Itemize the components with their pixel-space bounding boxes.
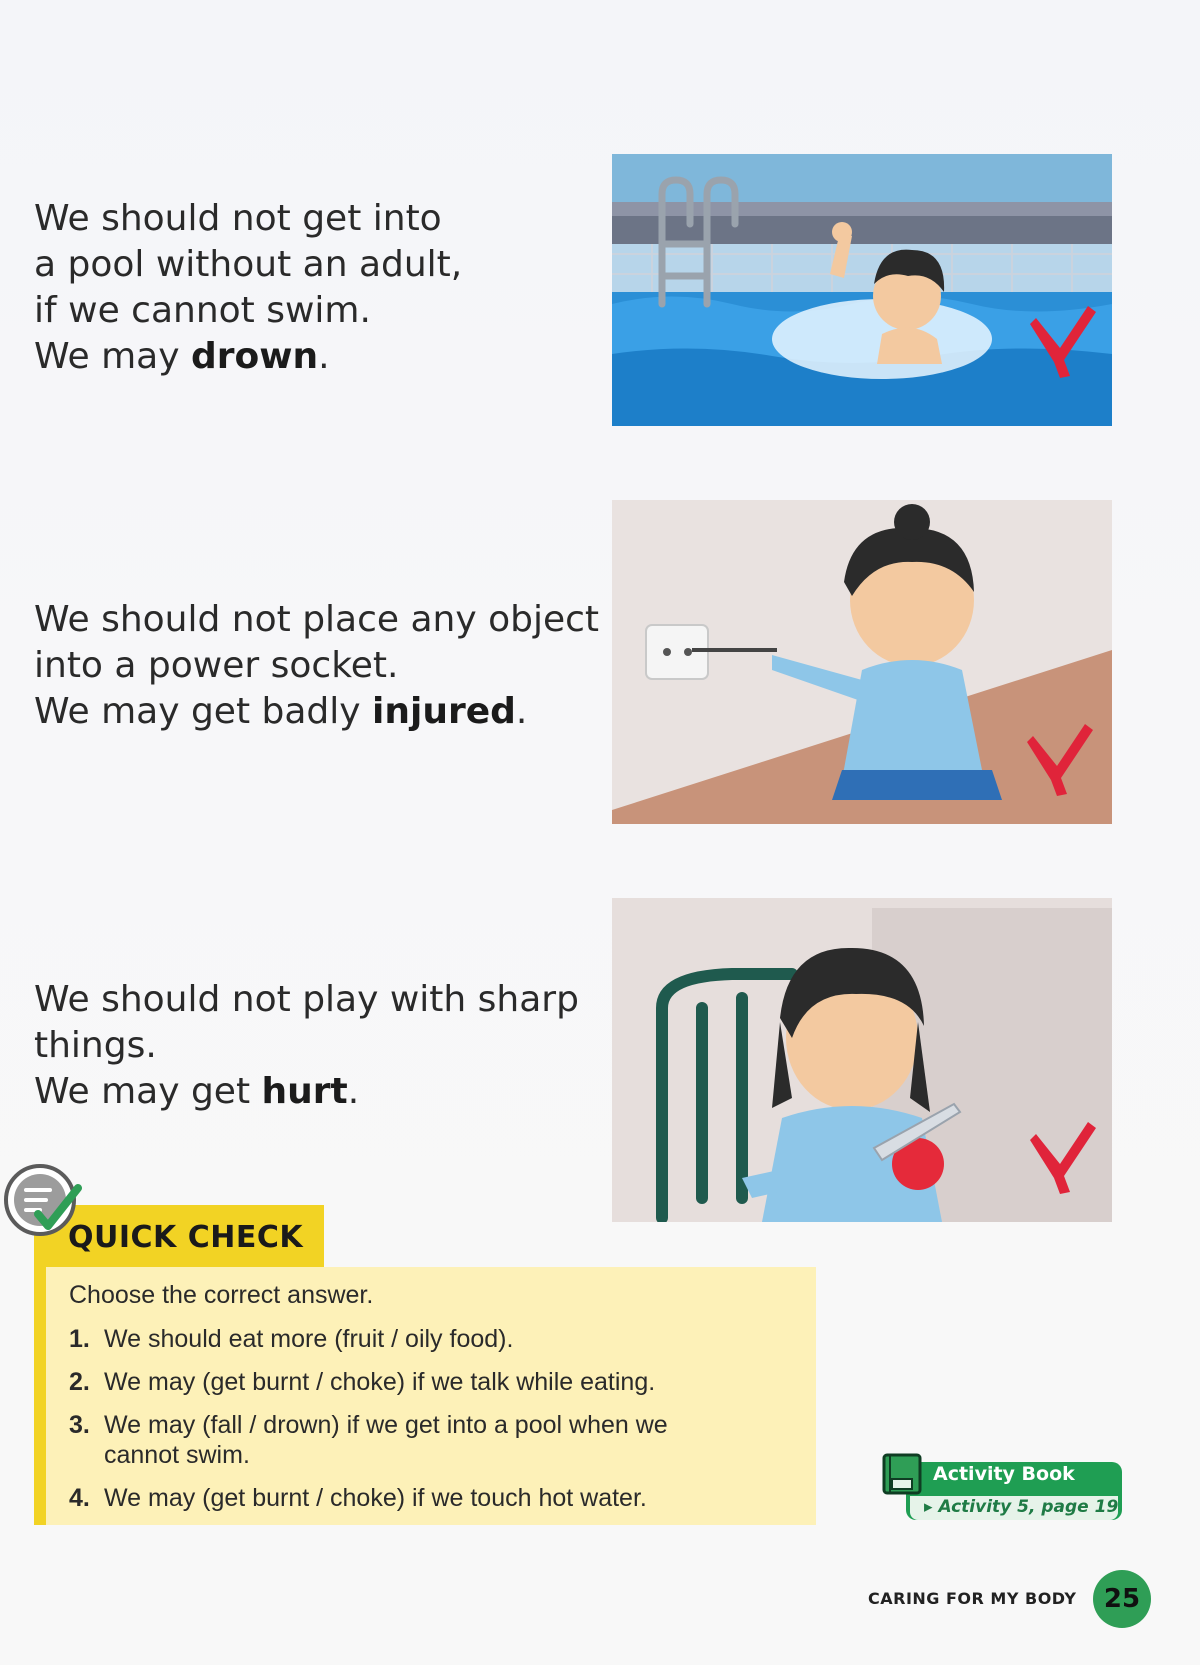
item-text: We may (fall / drown) if we get into a pool when we cannot swim. xyxy=(104,1411,668,1469)
activity-book-icon xyxy=(880,1453,926,1495)
pool-illustration xyxy=(612,154,1112,426)
item-number: 1. xyxy=(69,1325,90,1353)
text-line: things. xyxy=(34,1025,157,1066)
text-line: into a power socket. xyxy=(34,645,399,686)
item-text: We may (get burnt / choke) if we talk while eating. xyxy=(104,1368,656,1396)
consequence-line: We may get badly injured. xyxy=(34,691,528,732)
power-socket-illustration xyxy=(612,500,1112,824)
quick-check-instruction: Choose the correct answer. xyxy=(69,1281,374,1309)
page-number: 25 xyxy=(1093,1570,1151,1628)
item-text: We should eat more (fruit / oily food). xyxy=(104,1325,514,1353)
text-line: a pool without an adult, xyxy=(34,244,463,285)
keyword: injured xyxy=(372,691,516,732)
activity-book-title: Activity Book xyxy=(933,1463,1075,1485)
activity-book-link[interactable]: ▸ Activity 5, page 19 xyxy=(924,1497,1119,1517)
text-line: We should not play with sharp xyxy=(34,979,579,1020)
keyword: hurt xyxy=(261,1071,348,1112)
chapter-label: CARING FOR MY BODY xyxy=(868,1589,1077,1608)
item-number: 4. xyxy=(69,1484,90,1512)
consequence-line: We may drown. xyxy=(34,336,330,377)
keyword: drown xyxy=(190,336,319,377)
item-number: 3. xyxy=(69,1411,90,1439)
quick-check-accent-bar xyxy=(34,1205,46,1525)
quick-check-title: QUICK CHECK xyxy=(46,1205,324,1267)
quick-check-panel xyxy=(46,1267,816,1525)
pool-safety-text xyxy=(34,196,594,380)
quick-check-icon xyxy=(2,1158,82,1238)
item-text: We may (get burnt / choke) if we touch hot water. xyxy=(104,1484,647,1512)
consequence-line: We may get hurt. xyxy=(34,1071,360,1112)
sharp-things-text xyxy=(34,977,594,1115)
item-number: 2. xyxy=(69,1368,90,1396)
text-line: if we cannot swim. xyxy=(34,290,371,331)
power-socket-text xyxy=(34,597,600,735)
text-line: We should not place any object xyxy=(34,599,600,640)
text-line: We should not get into xyxy=(34,198,442,239)
sharp-things-illustration xyxy=(612,898,1112,1222)
